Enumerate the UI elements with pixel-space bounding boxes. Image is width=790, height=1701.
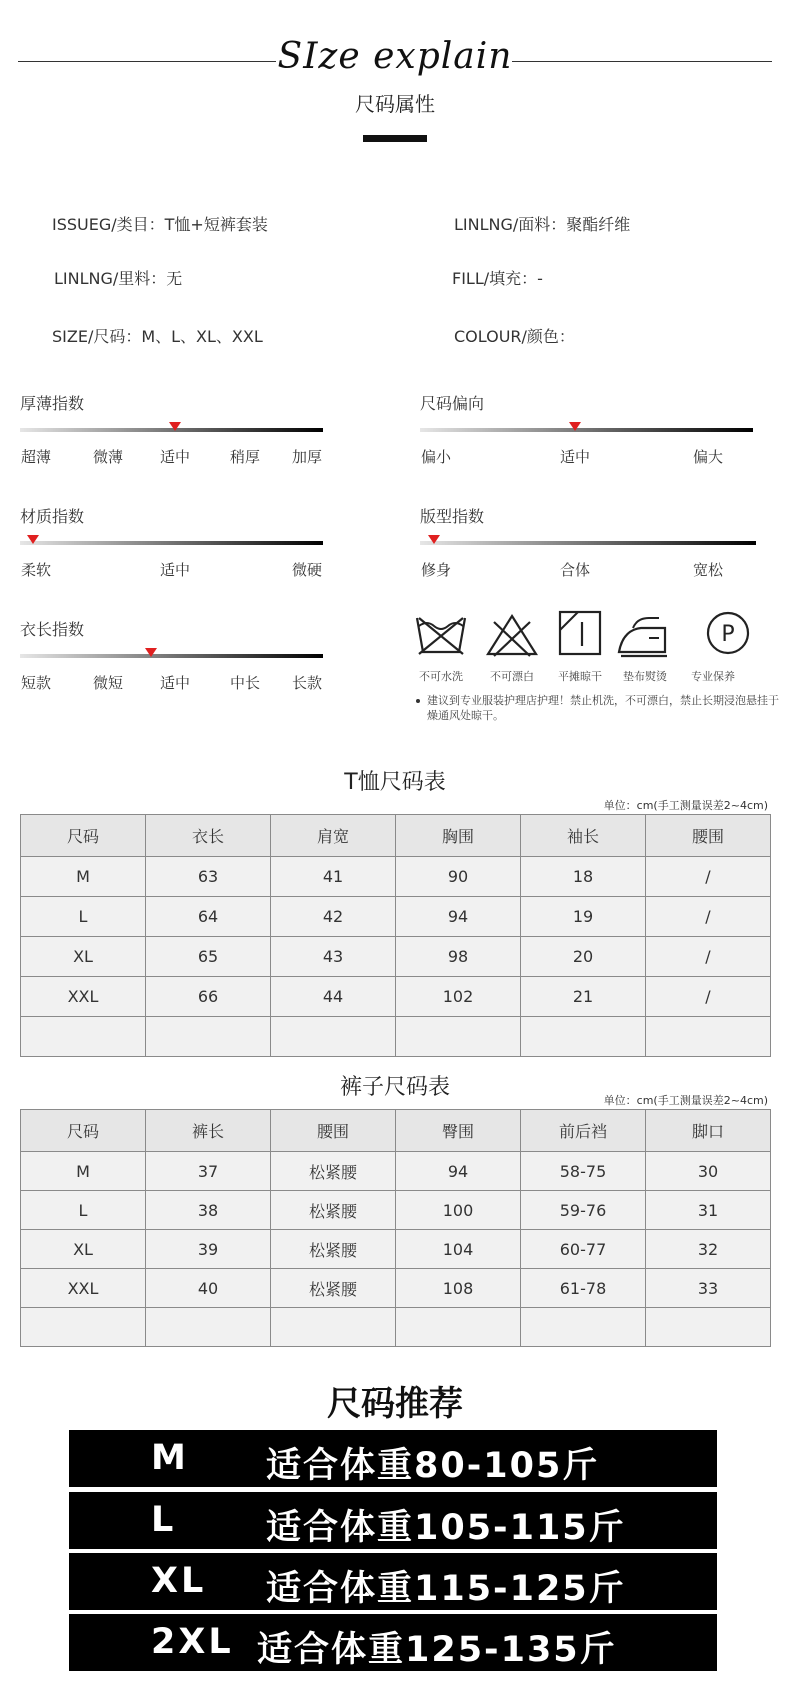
tick: 短款 [20,674,52,692]
cell: 38 [146,1191,271,1230]
header-cell: 肩宽 [271,815,396,857]
tick: 合体 [559,561,591,579]
professional-dry-clean-icon [702,610,758,656]
cell: 64 [146,897,271,937]
cell [21,1017,146,1057]
length-bar [20,654,323,658]
cell: 94 [396,897,521,937]
tick: 适中 [159,674,191,692]
cell [396,1017,521,1057]
cell: 20 [521,937,646,977]
table-row [21,1017,771,1057]
care-note: 建议到专业服装护理店护理！禁止机洗，不可漂白，禁止长期浸泡悬挂于燥通风处晾干。 [427,694,779,722]
material-marker [27,535,39,544]
style-bar [420,541,756,545]
cell: 65 [146,937,271,977]
material-label: 材质指数 [20,507,85,526]
tick: 微短 [92,674,124,692]
pants-size-table [20,1109,771,1347]
page-subtitle: 尺码属性 [355,92,435,116]
cell: 94 [396,1152,521,1191]
tick: 微硬 [291,561,323,579]
tshirt-table-unit: 单位：cm(手工测量误差2~4cm) [603,799,768,812]
material-bar [20,541,323,545]
care-label: 不可水洗 [419,670,463,683]
attr-colour: COLOUR/颜色： [454,327,575,346]
cell [146,1017,271,1057]
cell [271,1017,396,1057]
thickness-label: 厚薄指数 [20,394,85,413]
cell [146,1308,271,1347]
tick: 长款 [291,674,323,692]
attr-fabric: LINLNG/面料：聚酯纤维 [454,215,631,234]
tick: 加厚 [291,448,323,466]
cell: 100 [396,1191,521,1230]
care-label: 不可漂白 [490,670,534,683]
cell [521,1308,646,1347]
table-header-row [21,815,771,857]
header-cell: 腰围 [646,815,771,857]
cell: / [646,977,771,1017]
header-cell: 胸围 [396,815,521,857]
fit-label: 尺码偏向 [420,394,485,413]
length-marker [145,648,157,657]
rec-text: 适合体重80-105斤 [266,1446,600,1486]
header-cell: 腰围 [271,1110,396,1152]
cell: L [21,1191,146,1230]
rec-text: 适合体重125-135斤 [257,1630,617,1670]
cell: 31 [646,1191,771,1230]
cell: 63 [146,857,271,897]
cell: 108 [396,1269,521,1308]
fit-bar [420,428,753,432]
attr-size: SIZE/尺码：M、L、XL、XXL [52,327,263,346]
tick: 适中 [159,448,191,466]
header-cell: 脚口 [646,1110,771,1152]
style-label: 版型指数 [420,507,485,526]
header-cell: 尺码 [21,815,146,857]
thickness-marker [169,422,181,431]
rec-size: 2XL [151,1622,234,1662]
care-label: 平摊晾干 [558,670,602,683]
tshirt-size-table [20,814,771,1057]
cell: 18 [521,857,646,897]
header-cell: 前后裆 [521,1110,646,1152]
table-row [21,977,771,1017]
tick: 偏小 [420,448,452,466]
tshirt-table-title: T恤尺码表 [344,770,446,795]
attr-lining: LINLNG/里料：无 [54,269,183,288]
header-cell: 尺码 [21,1110,146,1152]
attr-category: ISSUEG/类目：T恤+短裤套装 [52,215,268,234]
length-label: 衣长指数 [20,620,85,639]
cell: 32 [646,1230,771,1269]
no-machine-wash-icon [413,612,469,658]
rec-size: M [151,1438,189,1478]
attr-fill: FILL/填充：- [452,269,543,288]
cell: 37 [146,1152,271,1191]
table-row [21,1230,771,1269]
table-row [21,1191,771,1230]
cell: 40 [146,1269,271,1308]
cell: 66 [146,977,271,1017]
cell: 42 [271,897,396,937]
tick: 适中 [159,561,191,579]
tick: 偏大 [692,448,724,466]
pants-table-title: 裤子尺码表 [339,1075,450,1100]
cell: 102 [396,977,521,1017]
cell [646,1017,771,1057]
cell: 松紧腰 [271,1191,396,1230]
bullet-icon [416,699,420,703]
table-row [21,937,771,977]
header-cell: 袖长 [521,815,646,857]
title-underline [363,135,427,142]
cell: 41 [271,857,396,897]
page-title: SIze explain [277,36,513,77]
care-label: 垫布熨烫 [623,670,667,683]
rec-text: 适合体重105-115斤 [266,1508,626,1548]
cell [21,1308,146,1347]
tick: 柔软 [20,561,52,579]
tick: 宽松 [692,561,724,579]
cell: M [21,1152,146,1191]
header-cell: 臀围 [396,1110,521,1152]
rec-size: XL [151,1561,207,1601]
fit-marker [569,422,581,431]
rec-text: 适合体重115-125斤 [266,1569,626,1609]
table-row [21,857,771,897]
cell: 44 [271,977,396,1017]
cell: 61-78 [521,1269,646,1308]
tick: 中长 [229,674,261,692]
cell: XL [21,1230,146,1269]
recommendation-title: 尺码推荐 [327,1384,463,1424]
pants-table-unit: 单位：cm(手工测量误差2~4cm) [603,1094,768,1107]
table-row [21,1269,771,1308]
cell: 松紧腰 [271,1269,396,1308]
cell: 98 [396,937,521,977]
cell: 19 [521,897,646,937]
recommendation-row [69,1492,717,1549]
cell: / [646,857,771,897]
cell: / [646,897,771,937]
flat-dry-icon [552,610,608,656]
rec-size: L [151,1500,177,1540]
cell: 松紧腰 [271,1152,396,1191]
cell: XXL [21,1269,146,1308]
no-bleach-icon [484,612,540,658]
header-cell: 裤长 [146,1110,271,1152]
cell: / [646,937,771,977]
table-row [21,1308,771,1347]
cell: 104 [396,1230,521,1269]
cell [646,1308,771,1347]
header-cell: 衣长 [146,815,271,857]
cell: 39 [146,1230,271,1269]
cell: 58-75 [521,1152,646,1191]
cell: 松紧腰 [271,1230,396,1269]
svg-text:P: P [721,622,735,647]
cell: 90 [396,857,521,897]
style-marker [428,535,440,544]
tick: 适中 [559,448,591,466]
cell: XXL [21,977,146,1017]
cell [396,1308,521,1347]
tick: 稍厚 [229,448,261,466]
cell: L [21,897,146,937]
cell: XL [21,937,146,977]
care-label: 专业保养 [691,670,735,683]
cell [271,1308,396,1347]
cell: 60-77 [521,1230,646,1269]
cell [521,1017,646,1057]
cell: 33 [646,1269,771,1308]
recommendation-row [69,1553,717,1610]
table-row [21,1152,771,1191]
cell: 59-76 [521,1191,646,1230]
tick: 修身 [420,561,452,579]
table-row [21,897,771,937]
cell: 43 [271,937,396,977]
cell: M [21,857,146,897]
table-header-row [21,1110,771,1152]
recommendation-row [69,1614,717,1671]
cell: 21 [521,977,646,1017]
tick: 超薄 [20,448,52,466]
iron-with-cloth-icon [615,612,671,658]
tick: 微薄 [92,448,124,466]
recommendation-row [69,1430,717,1487]
cell: 30 [646,1152,771,1191]
